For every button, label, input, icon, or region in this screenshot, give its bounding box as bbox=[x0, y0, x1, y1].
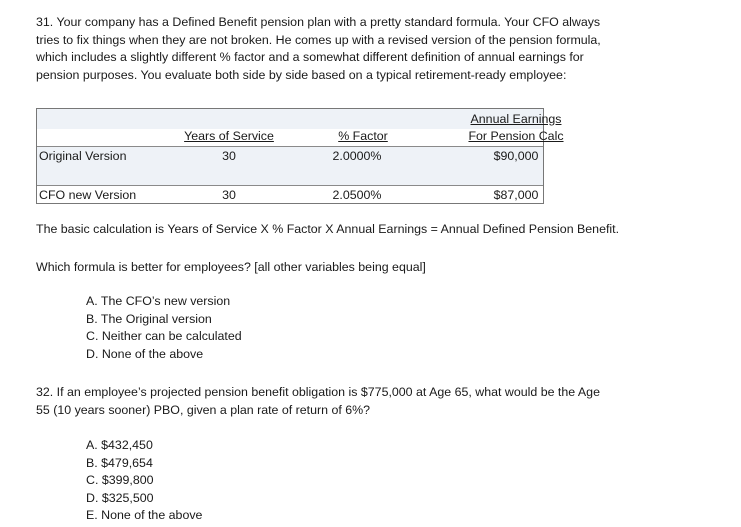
choice-b[interactable]: B. $479,654 bbox=[86, 455, 153, 470]
header-percent-factor: % Factor bbox=[338, 129, 388, 143]
header-annual-earnings: Annual Earnings bbox=[470, 112, 562, 126]
header-pension-calc: For Pension Calc bbox=[468, 129, 564, 143]
row-original-label: Original Version bbox=[39, 149, 127, 163]
question-32-text bbox=[36, 384, 726, 419]
choice-d[interactable]: D. None of the above bbox=[86, 346, 204, 361]
comparison-table bbox=[36, 108, 564, 204]
question-31-line: 31. Your company has a Defined Benefit pension plan with a pretty standard formula. Your CFO always bbox=[36, 15, 601, 29]
choice-c[interactable]: C. $399,800 bbox=[86, 473, 154, 488]
row-original-earnings: $90,000 bbox=[493, 149, 539, 163]
choice-d[interactable]: D. $325,500 bbox=[86, 490, 154, 505]
question-31-prompt: Which formula is better for employees? [all other variables being equal] bbox=[36, 260, 426, 274]
header-years-of-service: Years of Service bbox=[184, 129, 274, 143]
choice-e[interactable]: E. None of the above bbox=[86, 508, 203, 523]
basic-calculation-text: The basic calculation is Years of Service X % Factor X Annual Earnings = Annual Defined Pension Benefit. bbox=[36, 222, 620, 236]
row-cfo-years: 30 bbox=[222, 188, 236, 202]
choice-b[interactable]: B. The Original version bbox=[86, 311, 212, 326]
row-cfo-earnings: $87,000 bbox=[493, 188, 539, 202]
table-divider bbox=[37, 146, 543, 147]
question-32-choices bbox=[86, 437, 202, 525]
question-31-line: tries to fix things when they are not broken. He comes up with a revised version of the pension formula, bbox=[36, 32, 601, 47]
table-divider bbox=[37, 185, 543, 186]
question-31-text bbox=[36, 14, 726, 84]
choice-c[interactable]: C. Neither can be calculated bbox=[86, 329, 242, 344]
question-32-line: 55 (10 years sooner) PBO, given a plan rate of return of 6%? bbox=[36, 402, 371, 417]
row-cfo-factor: 2.0500% bbox=[332, 188, 382, 202]
question-31-line: which includes a slightly different % factor and a somewhat different definition of annual earnings for bbox=[36, 50, 584, 65]
choice-a[interactable]: A. The CFO’s new version bbox=[86, 294, 231, 308]
row-original-years: 30 bbox=[222, 149, 236, 163]
choice-a[interactable]: A. $432,450 bbox=[86, 438, 153, 452]
question-32-line: 32. If an employee’s projected pension benefit obligation is $775,000 at Age 65, what would be the Age bbox=[36, 385, 600, 399]
question-31-line: pension purposes. You evaluate both side by side based on a typical retirement-ready employee: bbox=[36, 67, 567, 82]
row-cfo-label: CFO new Version bbox=[39, 188, 137, 202]
row-original-factor: 2.0000% bbox=[332, 149, 382, 163]
question-31-choices bbox=[86, 293, 242, 363]
